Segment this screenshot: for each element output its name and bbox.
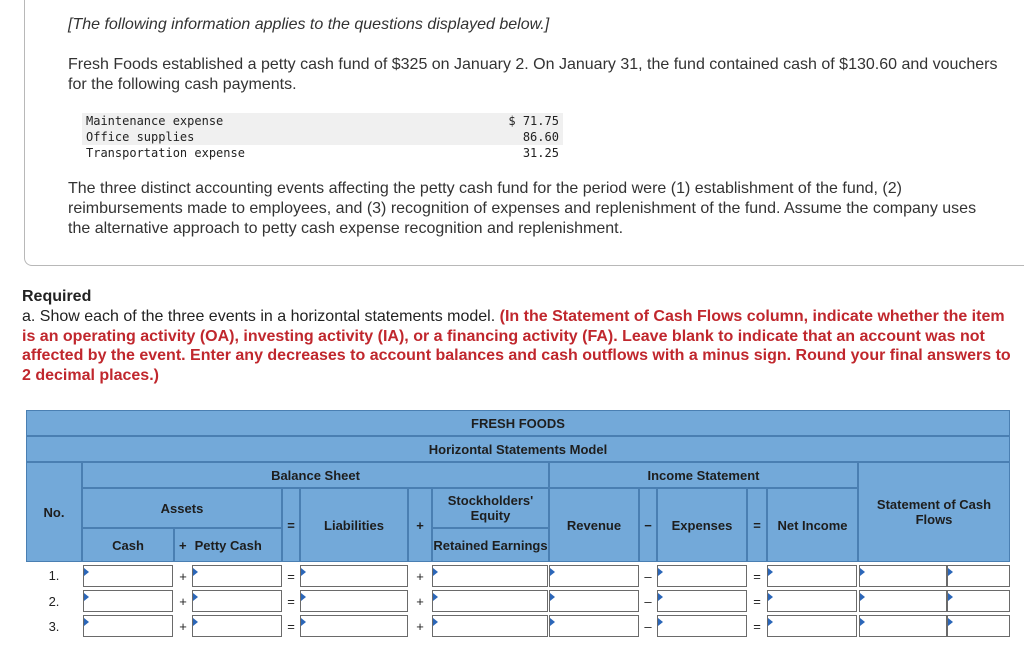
expense-table [82, 113, 563, 161]
expenses-input[interactable] [657, 590, 747, 612]
minus-sign: – [644, 619, 652, 634]
liabilities-input[interactable] [300, 590, 408, 612]
cash-flow-amount-input[interactable] [859, 590, 947, 612]
petty-cash-input[interactable] [192, 615, 282, 637]
expenses-input[interactable] [657, 565, 747, 587]
retained-earnings-input[interactable] [432, 590, 548, 612]
net-income-input[interactable] [767, 615, 857, 637]
revenue-input[interactable] [549, 565, 639, 587]
company-name: FRESH FOODS [26, 410, 1010, 436]
cash-header: Cash [82, 528, 174, 562]
equals-sign: = [287, 594, 295, 609]
minus-sign: – [644, 569, 652, 584]
retained-earnings-input[interactable] [432, 615, 548, 637]
equals-sign: = [753, 619, 761, 634]
petty-cash-input[interactable] [192, 590, 282, 612]
expense-label: Maintenance expense [82, 113, 249, 129]
plus-sign: + [179, 594, 187, 609]
equals-sign: = [287, 619, 295, 634]
required-instructions: (In the Statement of Cash Flows column, indicate whether the item is an operating activity (OA), investing activity (IA), or a financing activity (FA). Leave blank to indicate that an account was not affected by the event. Enter any decreases to account balances and cash outflows with a minus sign. Round your final answers to 2 decimal places.) [22, 308, 1011, 384]
plus-sign: + [416, 569, 424, 584]
cash-flow-activity-select[interactable] [947, 615, 1010, 637]
intro-paragraph: Fresh Foods established a petty cash fund of $325 on January 2. On January 31, the fund contained cash of $130.60 and vouchers for the following cash payments. [68, 56, 998, 93]
retained-earnings-input[interactable] [432, 565, 548, 587]
liabilities-header: Liabilities [300, 488, 408, 562]
plus-sign: + [179, 569, 187, 584]
required-text [22, 307, 1022, 385]
cash-flows-header: Statement of Cash Flows [858, 462, 1010, 562]
expense-label: Transportation expense [86, 146, 245, 160]
revenue-header: Revenue [549, 488, 639, 562]
revenue-input[interactable] [549, 615, 639, 637]
petty-cash-label: Petty Cash [194, 537, 262, 553]
table-row [82, 129, 563, 145]
liabilities-input[interactable] [300, 615, 408, 637]
row-number: 3. [48, 619, 60, 634]
assets-header: Assets [82, 488, 282, 528]
expense-amount: 31.25 [522, 146, 559, 160]
table-row [82, 113, 563, 129]
required-title: Required [22, 288, 92, 305]
equals-sign: = [753, 569, 761, 584]
net-income-input[interactable] [767, 590, 857, 612]
plus-sign: + [179, 619, 187, 634]
net-income-header: Net Income [767, 488, 858, 562]
intro-note: [The following information applies to the questions displayed below.] [68, 16, 550, 33]
plus-sign: + [416, 619, 424, 634]
minus-sign: – [644, 594, 652, 609]
petty-cash-header [174, 528, 282, 562]
table-row [82, 145, 563, 161]
row-number: 2. [48, 594, 60, 609]
equals-sign: = [753, 594, 761, 609]
plus-sign: + [416, 594, 424, 609]
income-statement-header: Income Statement [549, 462, 858, 488]
expense-amount: $ 71.75 [249, 113, 563, 129]
required-part: a. Show each of the three events in a horizontal statements model. [22, 308, 496, 325]
revenue-input[interactable] [549, 590, 639, 612]
liabilities-input[interactable] [300, 565, 408, 587]
cash-input[interactable] [83, 565, 173, 587]
minus-header: − [639, 488, 657, 562]
cash-flow-amount-input[interactable] [859, 615, 947, 637]
plus-header: + [408, 488, 432, 562]
cash-flow-amount-input[interactable] [859, 565, 947, 587]
events-paragraph: The three distinct accounting events affecting the petty cash fund for the period were (1) establishment of the fund, (2) reimbursements made to employees, and (3) recognition of expenses and replenishment of the fund. Assume the company uses the alternative approach to petty cash expense recognition and replenishment. [68, 180, 977, 237]
no-header: No. [26, 462, 82, 562]
cash-flow-activity-select[interactable] [947, 565, 1010, 587]
row-number: 1. [48, 568, 60, 583]
petty-cash-input[interactable] [192, 565, 282, 587]
equals-header: = [747, 488, 767, 562]
expense-label: Office supplies [82, 129, 249, 145]
balance-sheet-header: Balance Sheet [82, 462, 549, 488]
plus-sign: + [179, 537, 187, 553]
cash-flow-activity-select[interactable] [947, 590, 1010, 612]
net-income-input[interactable] [767, 565, 857, 587]
retained-earnings-header: Retained Earnings [432, 528, 549, 562]
equals-header: = [282, 488, 300, 562]
expenses-header: Expenses [657, 488, 747, 562]
expenses-input[interactable] [657, 615, 747, 637]
cash-input[interactable] [83, 615, 173, 637]
equals-sign: = [287, 569, 295, 584]
equity-header: Stockholders' Equity [432, 488, 549, 528]
model-title: Horizontal Statements Model [26, 436, 1010, 462]
expense-amount: 86.60 [249, 129, 563, 145]
cash-input[interactable] [83, 590, 173, 612]
